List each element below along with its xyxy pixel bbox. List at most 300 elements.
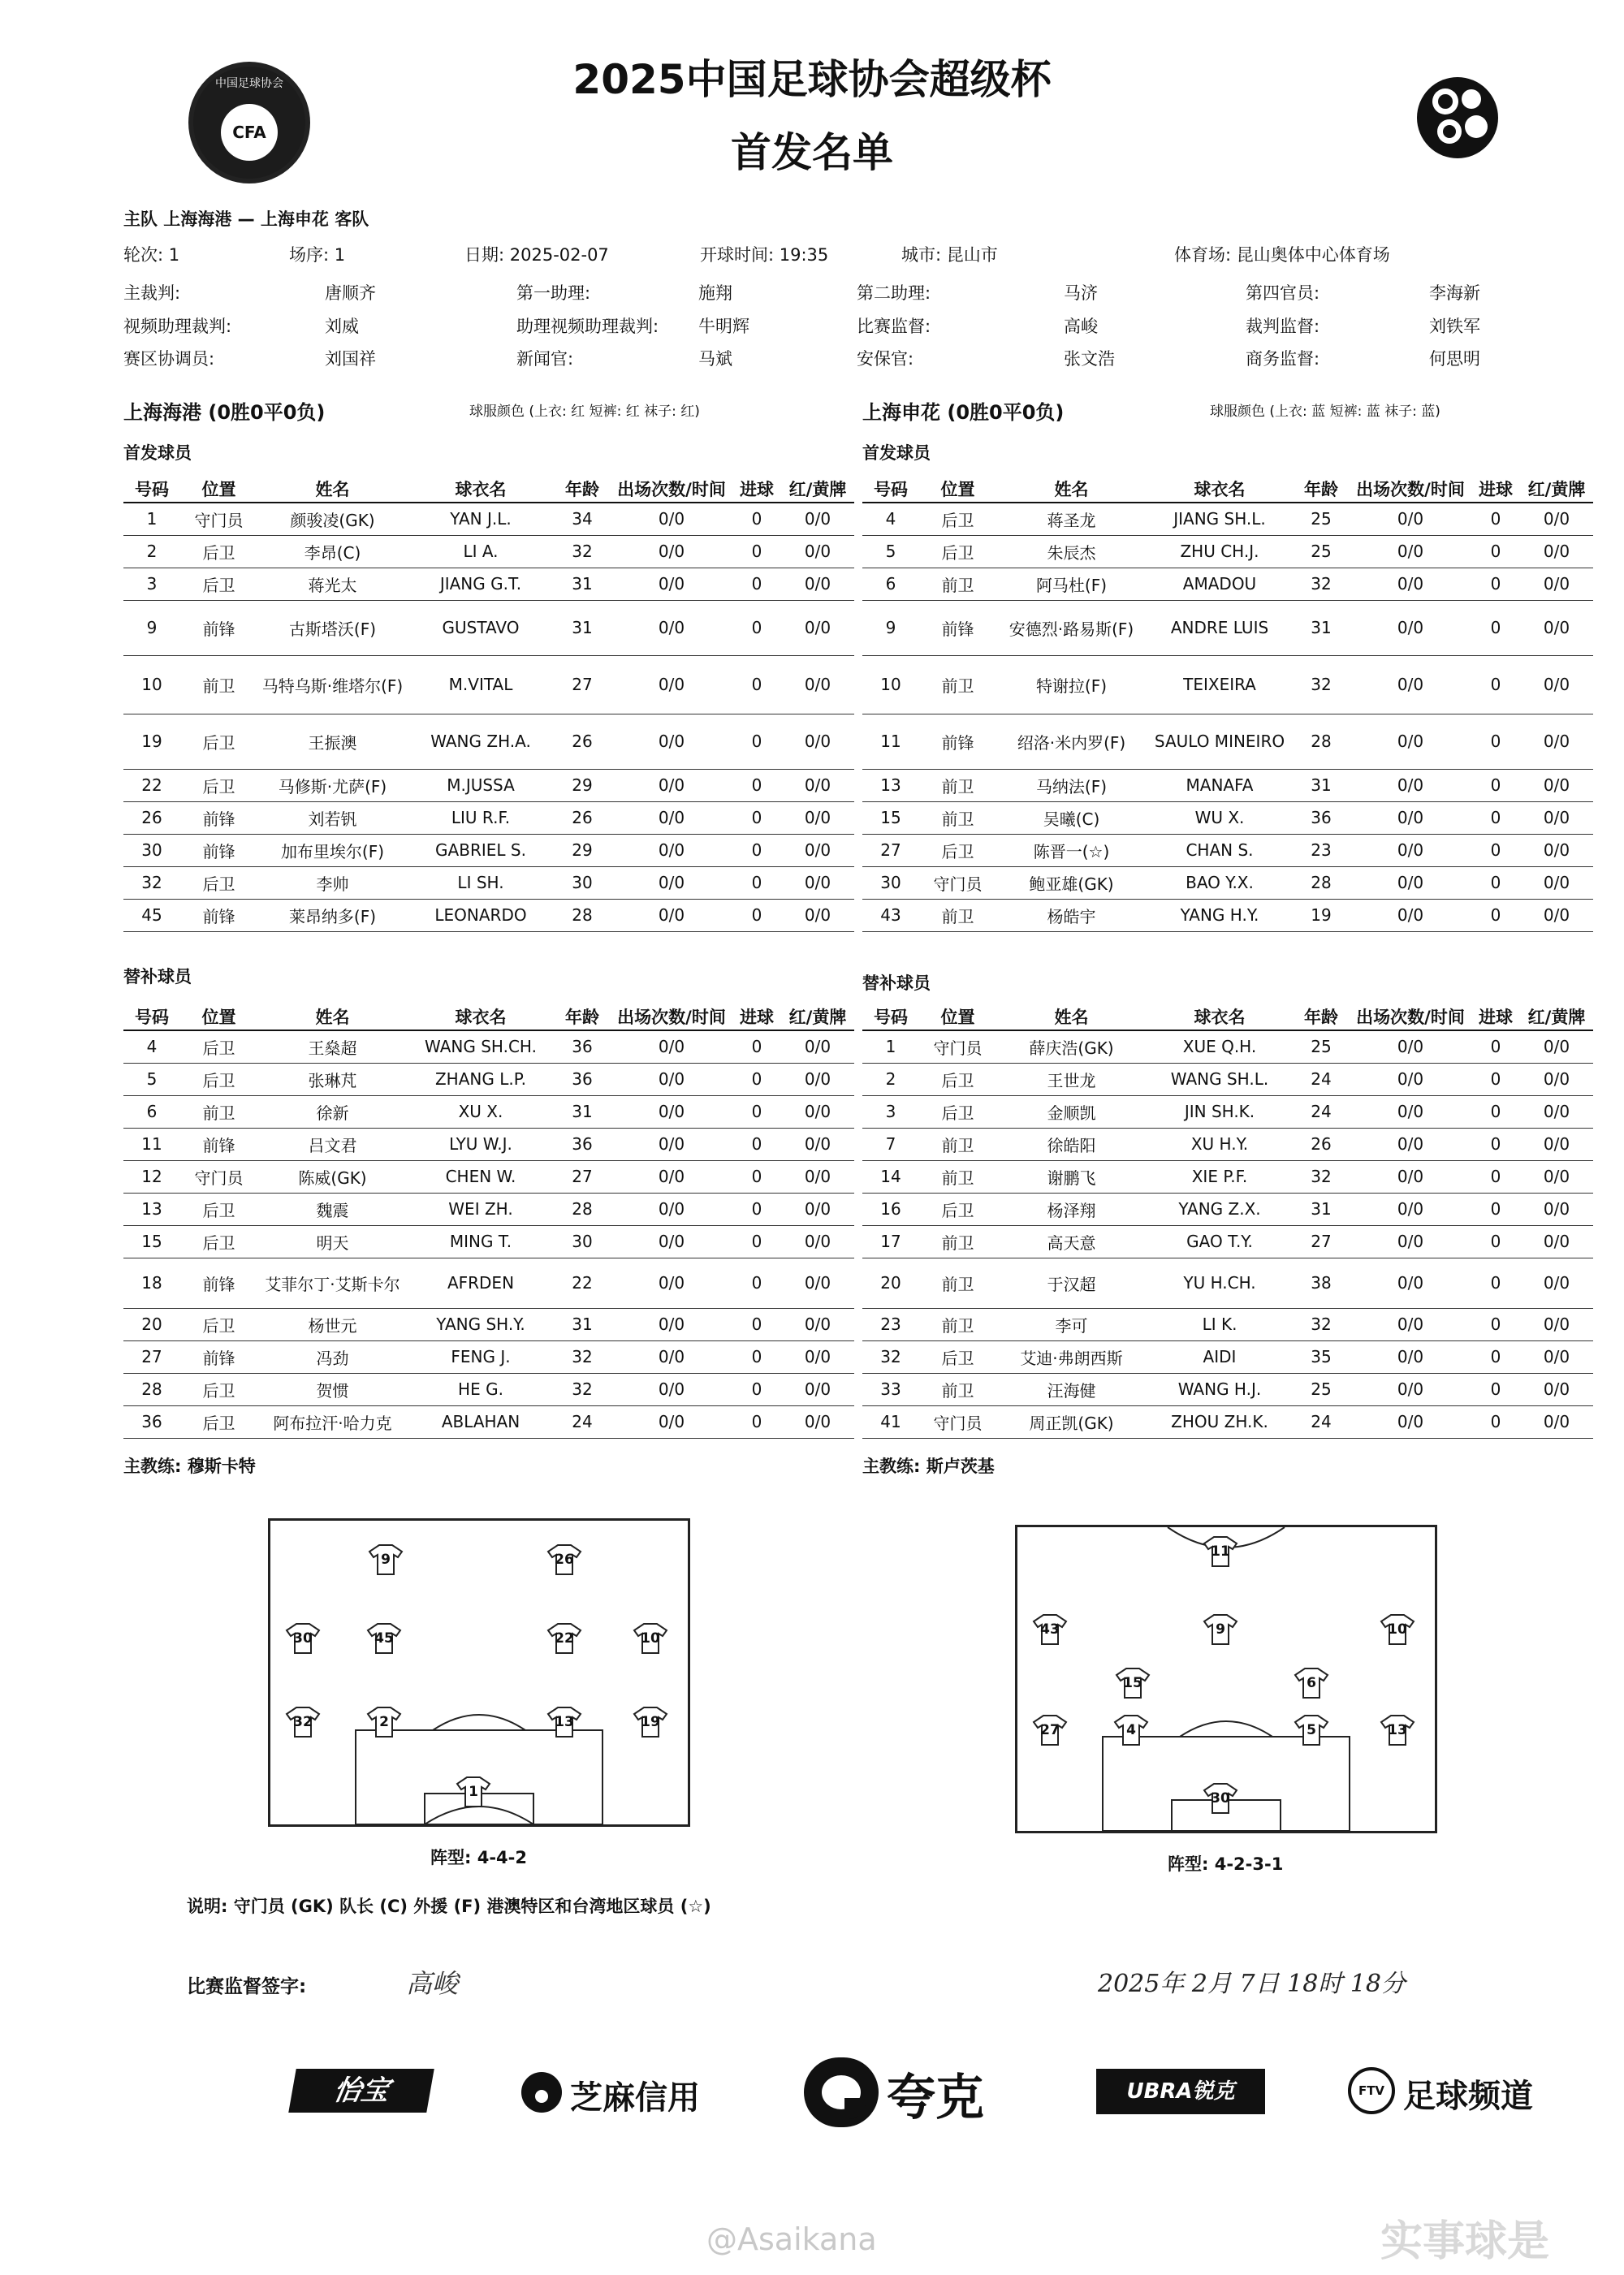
cell-number: 11: [862, 714, 919, 769]
cell-jersey-name: LI A.: [408, 535, 554, 568]
cell-appearances: 0/0: [1350, 655, 1471, 714]
cell-cards: 0/0: [781, 866, 854, 899]
cell-jersey-name: LIU R.F.: [408, 801, 554, 834]
cell-position: 前卫: [180, 1095, 257, 1128]
column-header-name: 姓名: [996, 475, 1147, 503]
cell-goals: 0: [732, 834, 781, 866]
cell-number: 19: [123, 714, 180, 769]
match-date: 日期: 2025-02-07: [464, 245, 609, 265]
cell-appearances: 0/0: [1350, 1193, 1471, 1225]
cell-number: 6: [862, 568, 919, 600]
cell-age: 26: [554, 714, 611, 769]
cell-name: 陈威(GK): [257, 1160, 408, 1193]
table-row: [123, 1128, 854, 1160]
cell-cards: 0/0: [1520, 1308, 1593, 1340]
cell-appearances: 0/0: [1350, 769, 1471, 801]
cell-name: 魏震: [257, 1193, 408, 1225]
cell-appearances: 0/0: [611, 1128, 732, 1160]
table-row: [862, 1373, 1593, 1405]
cell-position: 前卫: [919, 899, 996, 931]
cell-jersey-name: AMADOU: [1147, 568, 1293, 600]
cell-appearances: 0/0: [611, 1095, 732, 1128]
cell-name: 谢鹏飞: [996, 1160, 1147, 1193]
supercup-logo-icon: [1413, 73, 1502, 162]
cell-goals: 0: [732, 1128, 781, 1160]
official-label: 视频助理裁判:: [123, 317, 232, 336]
cell-name: 马特乌斯·维塔尔(F): [257, 655, 408, 714]
cell-goals: 0: [732, 1308, 781, 1340]
cell-number: 27: [123, 1340, 180, 1373]
table-row: [123, 1308, 854, 1340]
player-jersey-number: 1: [469, 1784, 478, 1800]
cell-age: 19: [1293, 899, 1350, 931]
column-header-jersey-name: 球衣名: [1147, 1003, 1293, 1030]
cell-jersey-name: YANG SH.Y.: [408, 1308, 554, 1340]
cell-appearances: 0/0: [611, 503, 732, 535]
cell-appearances: 0/0: [1350, 714, 1471, 769]
cell-cards: 0/0: [781, 503, 854, 535]
cell-jersey-name: YU H.CH.: [1147, 1258, 1293, 1308]
cell-jersey-name: TEIXEIRA: [1147, 655, 1293, 714]
table-row: [123, 535, 854, 568]
cell-jersey-name: GAO T.Y.: [1147, 1225, 1293, 1258]
table-row: [862, 1030, 1593, 1063]
cell-position: 后卫: [180, 1405, 257, 1438]
cell-cards: 0/0: [781, 1373, 854, 1405]
cell-number: 20: [862, 1258, 919, 1308]
cell-cards: 0/0: [781, 1225, 854, 1258]
cell-jersey-name: YAN J.L.: [408, 503, 554, 535]
table-row: [862, 568, 1593, 600]
cell-goals: 0: [1471, 1405, 1520, 1438]
cell-number: 32: [862, 1340, 919, 1373]
cell-cards: 0/0: [1520, 503, 1593, 535]
official-name: 李海新: [1429, 283, 1480, 303]
table-row: [123, 1063, 854, 1095]
cell-appearances: 0/0: [611, 1340, 732, 1373]
cell-jersey-name: GABRIEL S.: [408, 834, 554, 866]
cell-position: 后卫: [919, 1063, 996, 1095]
cell-goals: 0: [732, 714, 781, 769]
cell-position: 后卫: [919, 503, 996, 535]
cell-name: 李可: [996, 1308, 1147, 1340]
player-jersey-number: 10: [641, 1630, 660, 1647]
column-header-age: 年龄: [1293, 475, 1350, 503]
table-row: [123, 1225, 854, 1258]
cell-jersey-name: SAULO MINEIRO: [1147, 714, 1293, 769]
cell-goals: 0: [732, 503, 781, 535]
cell-name: 颜骏凌(GK): [257, 503, 408, 535]
ftv-icon: FTV: [1348, 2067, 1395, 2114]
cell-number: 16: [862, 1193, 919, 1225]
cell-age: 29: [554, 834, 611, 866]
away-formation-pitch: [1015, 1525, 1437, 1833]
cell-name: 冯劲: [257, 1340, 408, 1373]
cell-position: 守门员: [919, 1030, 996, 1063]
column-header-goals: 进球: [1471, 475, 1520, 503]
column-header-appearances: 出场次数/时间: [611, 1003, 732, 1030]
cell-age: 31: [554, 1095, 611, 1128]
column-header-cards: 红/黄牌: [1520, 1003, 1593, 1030]
away-team-name: 上海申花 (0胜0平0负): [862, 401, 1065, 424]
player-jersey-30: [1203, 1782, 1238, 1815]
cell-appearances: 0/0: [611, 1160, 732, 1193]
cell-name: 特谢拉(F): [996, 655, 1147, 714]
player-jersey-10: [1380, 1613, 1415, 1646]
official-label: 助理视频助理裁判:: [516, 317, 659, 336]
cell-appearances: 0/0: [611, 834, 732, 866]
table-row: [862, 1308, 1593, 1340]
column-header-cards: 红/黄牌: [781, 475, 854, 503]
cell-position: 后卫: [919, 1095, 996, 1128]
cell-number: 13: [862, 769, 919, 801]
cell-cards: 0/0: [1520, 1160, 1593, 1193]
away-formation: 阵型: 4-2-3-1: [1168, 1854, 1284, 1874]
cell-jersey-name: WANG H.J.: [1147, 1373, 1293, 1405]
cell-goals: 0: [1471, 600, 1520, 655]
player-jersey-13: [546, 1706, 582, 1738]
cell-position: 后卫: [180, 1193, 257, 1225]
cell-age: 24: [554, 1405, 611, 1438]
cell-goals: 0: [1471, 801, 1520, 834]
official-name: 唐顺齐: [325, 283, 376, 303]
cell-number: 32: [123, 866, 180, 899]
table-row: [123, 1258, 854, 1308]
cell-cards: 0/0: [781, 834, 854, 866]
cell-goals: 0: [1471, 714, 1520, 769]
cell-appearances: 0/0: [1350, 1373, 1471, 1405]
player-jersey-6: [1294, 1667, 1329, 1699]
cell-jersey-name: MANAFA: [1147, 769, 1293, 801]
player-jersey-number: 43: [1040, 1621, 1060, 1638]
cell-age: 28: [1293, 866, 1350, 899]
cell-age: 34: [554, 503, 611, 535]
cell-goals: 0: [732, 1063, 781, 1095]
venue: 体育场: 昆山奥体中心体育场: [1174, 245, 1390, 265]
cell-position: 前卫: [919, 1373, 996, 1405]
cell-jersey-name: JIN SH.K.: [1147, 1095, 1293, 1128]
cell-goals: 0: [1471, 1340, 1520, 1373]
cell-name: 吕文君: [257, 1128, 408, 1160]
table-header-row: [123, 475, 854, 503]
cell-appearances: 0/0: [611, 1373, 732, 1405]
cell-number: 10: [123, 655, 180, 714]
cell-appearances: 0/0: [1350, 1063, 1471, 1095]
table-header-row: [862, 475, 1593, 503]
cell-jersey-name: XIE P.F.: [1147, 1160, 1293, 1193]
cell-number: 5: [862, 535, 919, 568]
table-row: [862, 1193, 1593, 1225]
cell-cards: 0/0: [1520, 1095, 1593, 1128]
cell-number: 15: [862, 801, 919, 834]
official-label: 安保官:: [857, 349, 914, 369]
cell-goals: 0: [732, 769, 781, 801]
column-header-name: 姓名: [257, 475, 408, 503]
cell-age: 32: [1293, 655, 1350, 714]
cell-name: 莱昂纳多(F): [257, 899, 408, 931]
cell-age: 26: [1293, 1128, 1350, 1160]
table-row: [123, 1030, 854, 1063]
cell-number: 15: [123, 1225, 180, 1258]
player-jersey-number: 15: [1123, 1675, 1142, 1691]
cell-age: 25: [1293, 535, 1350, 568]
table-row: [862, 535, 1593, 568]
away-coach: 主教练: 斯卢茨基: [862, 1457, 995, 1476]
cell-name: 刘若钒: [257, 801, 408, 834]
cell-cards: 0/0: [1520, 1373, 1593, 1405]
cell-jersey-name: FENG J.: [408, 1340, 554, 1373]
player-jersey-26: [546, 1543, 582, 1576]
cell-number: 7: [862, 1128, 919, 1160]
cell-cards: 0/0: [1520, 1030, 1593, 1063]
column-header-age: 年龄: [1293, 1003, 1350, 1030]
cell-jersey-name: XUE Q.H.: [1147, 1030, 1293, 1063]
cell-cards: 0/0: [1520, 1193, 1593, 1225]
cell-name: 陈晋一(☆): [996, 834, 1147, 866]
table-row: [123, 1373, 854, 1405]
cell-name: 加布里埃尔(F): [257, 834, 408, 866]
away-subs-table: [862, 1003, 1593, 1439]
table-row: [123, 503, 854, 535]
cell-position: 守门员: [919, 866, 996, 899]
table-row: [862, 769, 1593, 801]
player-jersey-19: [633, 1706, 668, 1738]
cell-jersey-name: M.JUSSA: [408, 769, 554, 801]
home-starters-title: 首发球员: [123, 443, 192, 463]
cell-goals: 0: [1471, 1030, 1520, 1063]
column-header-cards: 红/黄牌: [781, 1003, 854, 1030]
cell-name: 艾菲尔丁·艾斯卡尔: [257, 1258, 408, 1308]
cell-position: 前锋: [919, 600, 996, 655]
table-row: [123, 655, 854, 714]
player-jersey-number: 13: [555, 1714, 574, 1730]
cell-cards: 0/0: [781, 1308, 854, 1340]
table-row: [862, 655, 1593, 714]
cell-position: 守门员: [180, 1160, 257, 1193]
home-kit-colors: 球服颜色 (上衣: 红 短裤: 红 袜子: 红): [469, 404, 700, 420]
cell-cards: 0/0: [1520, 714, 1593, 769]
player-jersey-number: 10: [1388, 1621, 1407, 1638]
cell-jersey-name: LI K.: [1147, 1308, 1293, 1340]
cell-number: 2: [123, 535, 180, 568]
cell-age: 28: [1293, 714, 1350, 769]
cell-goals: 0: [732, 600, 781, 655]
cell-goals: 0: [1471, 769, 1520, 801]
cell-age: 32: [554, 1373, 611, 1405]
cell-jersey-name: HE G.: [408, 1373, 554, 1405]
cell-goals: 0: [1471, 1258, 1520, 1308]
cell-name: 徐皓阳: [996, 1128, 1147, 1160]
cell-position: 后卫: [919, 834, 996, 866]
cell-age: 31: [554, 1308, 611, 1340]
column-header-age: 年龄: [554, 475, 611, 503]
cell-appearances: 0/0: [1350, 1405, 1471, 1438]
cell-appearances: 0/0: [1350, 1128, 1471, 1160]
cell-name: 鲍亚雄(GK): [996, 866, 1147, 899]
table-row: [862, 1340, 1593, 1373]
column-header-name: 姓名: [257, 1003, 408, 1030]
cell-cards: 0/0: [781, 1160, 854, 1193]
cell-name: 吴曦(C): [996, 801, 1147, 834]
table-header-row: [862, 1003, 1593, 1030]
cell-number: 4: [123, 1030, 180, 1063]
player-jersey-number: 13: [1388, 1722, 1407, 1738]
cell-age: 31: [1293, 600, 1350, 655]
cell-number: 2: [862, 1063, 919, 1095]
cell-age: 24: [1293, 1095, 1350, 1128]
player-jersey-number: 2: [379, 1714, 389, 1730]
supervisor-signature: 高峻: [406, 1968, 459, 1999]
cell-cards: 0/0: [781, 899, 854, 931]
column-header-age: 年龄: [554, 1003, 611, 1030]
cell-age: 30: [554, 866, 611, 899]
cell-cards: 0/0: [1520, 1340, 1593, 1373]
cell-goals: 0: [732, 1030, 781, 1063]
cfa-logo-text: CFA: [221, 104, 278, 161]
city: 城市: 昆山市: [901, 245, 998, 265]
column-header-jersey-name: 球衣名: [408, 1003, 554, 1030]
cell-name: 高天意: [996, 1225, 1147, 1258]
player-jersey-number: 22: [555, 1630, 574, 1647]
column-header-number: 号码: [862, 475, 919, 503]
cell-jersey-name: LYU W.J.: [408, 1128, 554, 1160]
column-header-appearances: 出场次数/时间: [611, 475, 732, 503]
cell-number: 18: [123, 1258, 180, 1308]
cell-cards: 0/0: [1520, 769, 1593, 801]
cell-number: 3: [862, 1095, 919, 1128]
cell-jersey-name: YANG H.Y.: [1147, 899, 1293, 931]
cell-number: 9: [123, 600, 180, 655]
cell-appearances: 0/0: [1350, 1340, 1471, 1373]
cell-name: 薛庆浩(GK): [996, 1030, 1147, 1063]
cell-goals: 0: [1471, 655, 1520, 714]
official-name: 马济: [1064, 283, 1098, 303]
cell-age: 27: [554, 655, 611, 714]
cell-cards: 0/0: [781, 1405, 854, 1438]
table-row: [862, 899, 1593, 931]
table-row: [862, 834, 1593, 866]
player-jersey-number: 30: [1211, 1790, 1230, 1807]
player-jersey-number: 9: [1216, 1621, 1225, 1638]
cell-number: 3: [123, 568, 180, 600]
cell-age: 28: [554, 1193, 611, 1225]
cell-position: 前卫: [180, 655, 257, 714]
cell-cards: 0/0: [781, 655, 854, 714]
player-jersey-22: [546, 1622, 582, 1655]
cell-cards: 0/0: [781, 1258, 854, 1308]
cell-name: 明天: [257, 1225, 408, 1258]
cell-position: 前卫: [919, 568, 996, 600]
cell-appearances: 0/0: [1350, 1030, 1471, 1063]
home-subs-table: [123, 1003, 854, 1439]
cell-appearances: 0/0: [611, 1225, 732, 1258]
cell-jersey-name: JIANG SH.L.: [1147, 503, 1293, 535]
cell-cards: 0/0: [1520, 655, 1593, 714]
cell-name: 杨皓宇: [996, 899, 1147, 931]
cell-age: 27: [1293, 1225, 1350, 1258]
table-row: [862, 714, 1593, 769]
cell-position: 前锋: [180, 600, 257, 655]
player-jersey-13: [1380, 1714, 1415, 1746]
cell-age: 28: [554, 899, 611, 931]
cell-name: 绍洛·米内罗(F): [996, 714, 1147, 769]
column-header-goals: 进球: [732, 475, 781, 503]
cell-jersey-name: WANG SH.L.: [1147, 1063, 1293, 1095]
cell-name: 马修斯·尤萨(F): [257, 769, 408, 801]
cell-number: 6: [123, 1095, 180, 1128]
cell-position: 后卫: [919, 1193, 996, 1225]
cell-appearances: 0/0: [1350, 1225, 1471, 1258]
cell-goals: 0: [1471, 1128, 1520, 1160]
cell-jersey-name: WANG ZH.A.: [408, 714, 554, 769]
match-order: 场序: 1: [289, 245, 346, 265]
cell-name: 张琳芃: [257, 1063, 408, 1095]
cell-jersey-name: JIANG G.T.: [408, 568, 554, 600]
cell-position: 后卫: [919, 1340, 996, 1373]
table-row: [862, 1405, 1593, 1438]
player-jersey-15: [1115, 1667, 1151, 1699]
cell-name: 阿布拉汗·哈力克: [257, 1405, 408, 1438]
player-jersey-45: [366, 1622, 402, 1655]
cell-cards: 0/0: [1520, 899, 1593, 931]
cell-age: 38: [1293, 1258, 1350, 1308]
cell-age: 36: [1293, 801, 1350, 834]
official-label: 比赛监督:: [857, 317, 931, 336]
cell-cards: 0/0: [781, 714, 854, 769]
cell-appearances: 0/0: [1350, 834, 1471, 866]
cell-age: 35: [1293, 1340, 1350, 1373]
cell-appearances: 0/0: [611, 801, 732, 834]
official-label: 商务监督:: [1246, 349, 1320, 369]
official-label: 第二助理:: [857, 283, 931, 303]
column-header-jersey-name: 球衣名: [1147, 475, 1293, 503]
cell-goals: 0: [1471, 866, 1520, 899]
watermark-channel: 实事球是: [1380, 2217, 1550, 2266]
cell-cards: 0/0: [1520, 1405, 1593, 1438]
cell-cards: 0/0: [781, 801, 854, 834]
cell-name: 王燊超: [257, 1030, 408, 1063]
cell-cards: 0/0: [781, 1095, 854, 1128]
cell-name: 安德烈·路易斯(F): [996, 600, 1147, 655]
cell-number: 43: [862, 899, 919, 931]
cell-position: 后卫: [180, 866, 257, 899]
column-header-jersey-name: 球衣名: [408, 475, 554, 503]
cell-age: 32: [554, 535, 611, 568]
cell-number: 36: [123, 1405, 180, 1438]
player-jersey-1: [456, 1776, 491, 1808]
cell-cards: 0/0: [781, 1030, 854, 1063]
cell-name: 杨泽翔: [996, 1193, 1147, 1225]
cell-position: 后卫: [180, 1063, 257, 1095]
cell-goals: 0: [732, 1225, 781, 1258]
cell-appearances: 0/0: [611, 568, 732, 600]
cell-name: 徐新: [257, 1095, 408, 1128]
cell-name: 李帅: [257, 866, 408, 899]
table-row: [123, 714, 854, 769]
player-jersey-27: [1032, 1714, 1068, 1746]
cell-position: 守门员: [180, 503, 257, 535]
official-label: 第四官员:: [1246, 283, 1320, 303]
cell-goals: 0: [1471, 1193, 1520, 1225]
official-label: 裁判监督:: [1246, 317, 1320, 336]
cell-jersey-name: AIDI: [1147, 1340, 1293, 1373]
cell-goals: 0: [1471, 535, 1520, 568]
away-subs-title: 替补球员: [862, 973, 931, 993]
cell-goals: 0: [732, 1258, 781, 1308]
cell-age: 32: [1293, 1308, 1350, 1340]
cell-age: 31: [1293, 1193, 1350, 1225]
cell-number: 13: [123, 1193, 180, 1225]
